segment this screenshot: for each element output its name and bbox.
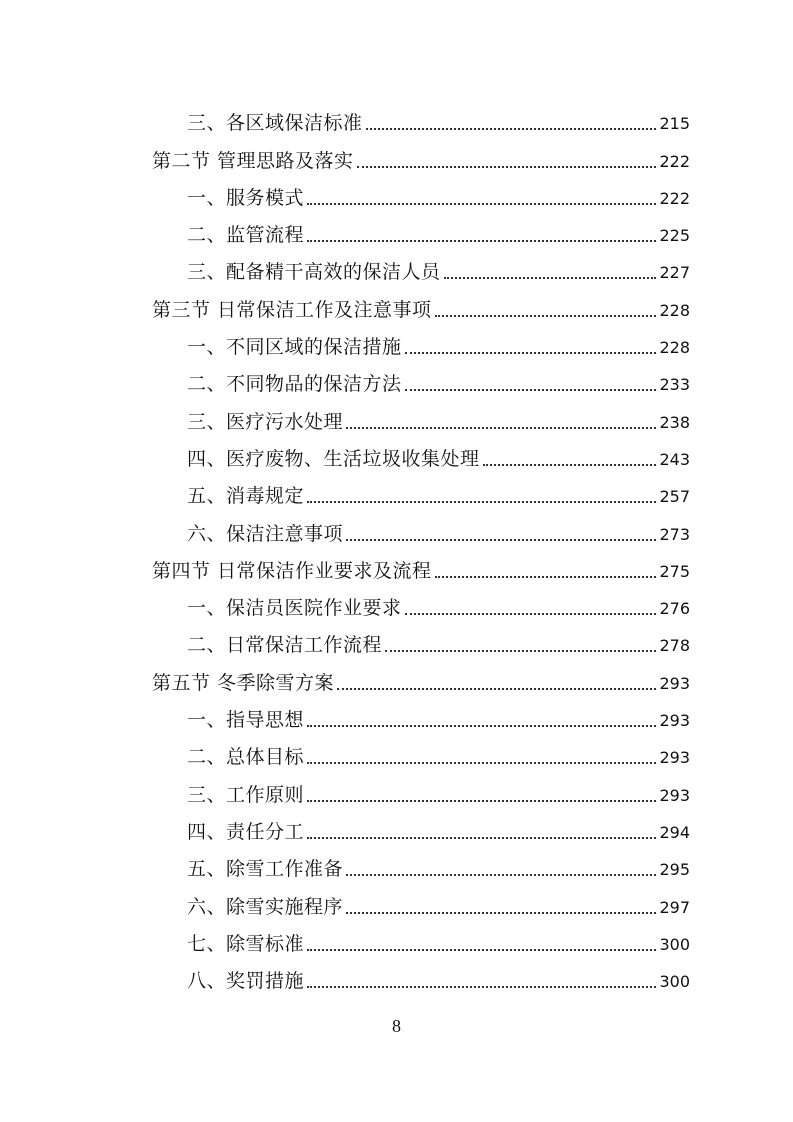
toc-subsection-entry	[0, 585, 793, 622]
toc-entry-page: 300	[659, 934, 690, 954]
toc-section-entry	[0, 659, 793, 696]
toc-entry-page: 275	[659, 561, 690, 581]
toc-entry-page: 278	[659, 636, 690, 656]
toc-dot-leader	[346, 427, 656, 429]
table-of-contents	[0, 100, 793, 995]
toc-entry-title: 三、工作原则	[187, 783, 305, 806]
toc-dot-leader	[307, 837, 656, 839]
toc-entry-page: 295	[659, 860, 690, 880]
toc-entry-title: 一、不同区域的保洁措施	[187, 336, 402, 359]
toc-dot-leader	[385, 650, 656, 652]
toc-entry-title: 四、医疗废物、生活垃圾收集处理	[187, 447, 480, 470]
toc-dot-leader	[444, 277, 657, 279]
toc-entry-page: 273	[659, 524, 690, 544]
toc-entry-title: 二、总体目标	[187, 746, 305, 769]
toc-dot-leader	[307, 949, 656, 951]
toc-entry-page: 233	[659, 375, 690, 395]
toc-entry-page: 276	[659, 599, 690, 619]
toc-dot-leader	[337, 688, 656, 690]
toc-dot-leader	[307, 762, 656, 764]
toc-subsection-entry	[0, 249, 793, 286]
toc-entry-page: 293	[659, 748, 690, 768]
toc-subsection-entry	[0, 473, 793, 510]
toc-dot-leader	[346, 912, 656, 914]
toc-subsection-entry	[0, 510, 793, 547]
toc-entry-page: 238	[659, 412, 690, 432]
toc-entry-title: 第五节 冬季除雪方案	[152, 671, 335, 694]
toc-entry-title: 三、医疗污水处理	[187, 410, 344, 433]
toc-entry-title: 三、各区域保洁标准	[187, 112, 363, 135]
toc-section-entry	[0, 286, 793, 323]
toc-entry-page: 300	[659, 972, 690, 992]
toc-entry-title: 第四节 日常保洁作业要求及流程	[152, 559, 432, 582]
toc-entry-title: 六、保洁注意事项	[187, 522, 344, 545]
toc-entry-title: 一、指导思想	[187, 709, 305, 732]
toc-dot-leader	[405, 352, 657, 354]
toc-dot-leader	[405, 389, 657, 391]
toc-entry-title: 三、配备精干高效的保洁人员	[187, 261, 441, 284]
toc-entry-title: 一、服务模式	[187, 186, 305, 209]
toc-dot-leader	[307, 986, 656, 988]
toc-subsection-entry	[0, 883, 793, 920]
toc-subsection-entry	[0, 175, 793, 212]
toc-entry-page: 225	[659, 226, 690, 246]
toc-subsection-entry	[0, 771, 793, 808]
toc-subsection-entry	[0, 100, 793, 137]
toc-subsection-entry	[0, 212, 793, 249]
toc-entry-page: 294	[659, 822, 690, 842]
toc-entry-page: 293	[659, 785, 690, 805]
toc-dot-leader	[307, 800, 656, 802]
toc-section-entry	[0, 137, 793, 174]
toc-entry-page: 222	[659, 188, 690, 208]
toc-dot-leader	[307, 501, 656, 503]
toc-entry-title: 六、除雪实施程序	[187, 895, 344, 918]
toc-subsection-entry	[0, 734, 793, 771]
toc-entry-title: 四、责任分工	[187, 820, 305, 843]
toc-entry-title: 一、保洁员医院作业要求	[187, 597, 402, 620]
toc-dot-leader	[366, 128, 657, 130]
toc-dot-leader	[435, 576, 657, 578]
toc-entry-title: 第三节 日常保洁工作及注意事项	[152, 298, 432, 321]
toc-entry-page: 293	[659, 673, 690, 693]
toc-entry-page: 257	[659, 487, 690, 507]
toc-entry-page: 222	[659, 151, 690, 171]
toc-subsection-entry	[0, 958, 793, 995]
toc-dot-leader	[346, 539, 656, 541]
toc-dot-leader	[357, 166, 657, 168]
toc-subsection-entry	[0, 846, 793, 883]
toc-subsection-entry	[0, 436, 793, 473]
toc-subsection-entry	[0, 361, 793, 398]
toc-dot-leader	[346, 874, 656, 876]
toc-dot-leader	[435, 315, 657, 317]
toc-dot-leader	[483, 464, 657, 466]
toc-entry-page: 227	[659, 263, 690, 283]
page-number: 8	[392, 1016, 401, 1036]
toc-entry-title: 五、消毒规定	[187, 485, 305, 508]
toc-entry-title: 八、奖罚措施	[187, 970, 305, 993]
toc-entry-page: 215	[659, 114, 690, 134]
toc-entry-title: 二、不同物品的保洁方法	[187, 373, 402, 396]
toc-entry-title: 七、除雪标准	[187, 932, 305, 955]
toc-subsection-entry	[0, 324, 793, 361]
toc-entry-page: 243	[659, 449, 690, 469]
toc-dot-leader	[307, 725, 656, 727]
toc-dot-leader	[405, 613, 657, 615]
toc-subsection-entry	[0, 921, 793, 958]
toc-subsection-entry	[0, 697, 793, 734]
toc-entry-page: 228	[659, 300, 690, 320]
toc-subsection-entry	[0, 398, 793, 435]
toc-subsection-entry	[0, 809, 793, 846]
toc-entry-title: 二、日常保洁工作流程	[187, 634, 383, 657]
toc-dot-leader	[307, 203, 656, 205]
toc-entry-title: 二、监管流程	[187, 224, 305, 247]
toc-dot-leader	[307, 240, 656, 242]
toc-entry-page: 297	[659, 897, 690, 917]
toc-subsection-entry	[0, 622, 793, 659]
toc-entry-title: 第二节 管理思路及落实	[152, 149, 354, 172]
toc-entry-page: 293	[659, 711, 690, 731]
toc-section-entry	[0, 548, 793, 585]
toc-entry-page: 228	[659, 338, 690, 358]
toc-entry-title: 五、除雪工作准备	[187, 858, 344, 881]
